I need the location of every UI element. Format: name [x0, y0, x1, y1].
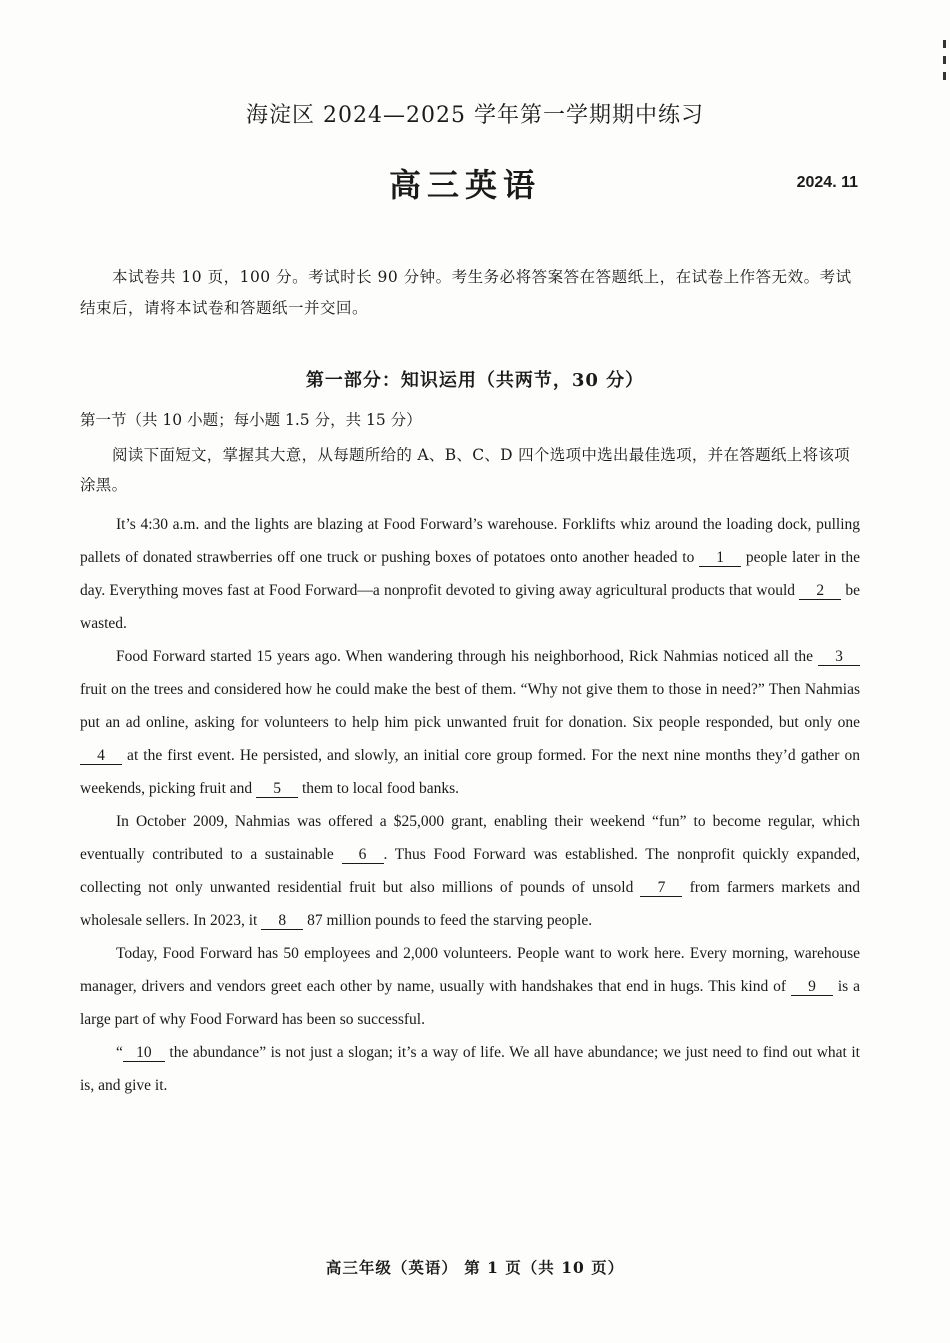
exam-instructions: 本试卷共 10 页，100 分。考试时长 90 分钟。考生务必将答案答在答题纸上，在试卷上作答无效。考试结束后，请将本试卷和答题纸一并交回。 [80, 268, 852, 317]
section-one-title: 第一节（共 10 小题；每小题 1.5 分，共 15 分） [80, 411, 422, 429]
section-directions: 阅读下面短文，掌握其大意，从每题所给的 A、B、C、D 四个选项中选出最佳选项，并在答题纸上将该项涂黑。 [80, 446, 850, 494]
passage-paragraph-4: Today, Food Forward has 50 employees and 2,000 volunteers. People want to work here. Every morning, warehouse manager, drivers and vendors greet each other by name, usually with handshakes that end in hugs. This kind of 9 is a large part of why Food Forward has been so successful. [80, 945, 861, 1028]
exam-date: 2024. 11 [796, 174, 858, 191]
scan-edge-mark [943, 40, 946, 48]
page-footer: 高三年级（英语） 第 1 页（共 10 页） [325, 1258, 625, 1277]
subject-row [0, 160, 950, 210]
scan-edge-mark [943, 56, 946, 64]
blank-9: 9 [791, 979, 833, 996]
blank-1: 1 [699, 550, 741, 567]
exam-header-title: 海淀区 2024—2025 学年第一学期期中练习 [246, 103, 704, 128]
blank-2: 2 [799, 583, 841, 600]
scan-edge-mark [943, 72, 946, 80]
blank-5: 5 [256, 781, 298, 798]
cloze-passage [80, 508, 860, 1102]
blank-3: 3 [818, 649, 860, 666]
blank-10: 10 [123, 1045, 165, 1062]
blank-8: 8 [261, 913, 303, 930]
blank-6: 6 [342, 847, 384, 864]
part-one-title: 第一部分：知识运用（共两节，30 分） [305, 370, 645, 391]
passage-paragraph-3: In October 2009, Nahmias was offered a $25,000 grant, enabling their weekend “fun” to become regular, which eventually contributed to a sustainable 6 . Thus Food Forward was established. The nonprofit quickly expanded, collecting not only unwanted residential fruit but also millions of pounds of unsold 7 from farmers markets and wholesale sellers. In 2023, it 8 87 million pounds to feed the starving people. [80, 813, 860, 929]
blank-7: 7 [640, 880, 682, 897]
passage-paragraph-1: It’s 4:30 a.m. and the lights are blazing at Food Forward’s warehouse. Forklifts whiz around the loading dock, pulling pallets of donated strawberries off one truck or pushing boxes of potatoes onto another headed to 1 people later in the day. Everything moves fast at Food Forward—a nonprofit devoted to giving away agricultural products that would 2 be wasted. [80, 516, 860, 632]
passage-paragraph-2: Food Forward started 15 years ago. When wandering through his neighborhood, Rick Nahmias noticed all the 3 fruit on the trees and considered how he could make the best of them. “Why not give them to those in need?” Then Nahmias put an ad online, asking for volunteers to help him pick unwanted fruit for donation. Six people responded, but only one 4 at the first event. He persisted, and slowly, an initial core group formed. For the next nine months they’d gather on weekends, picking fruit and 5 them to local food banks. [80, 648, 860, 797]
passage-paragraph-5: “ 10 the abundance” is not just a slogan; it’s a way of life. We all have abundance; we just need to find out what it is, and give it. [80, 1044, 860, 1094]
subject-title: 高三英语 [388, 166, 541, 204]
blank-4: 4 [80, 748, 122, 765]
